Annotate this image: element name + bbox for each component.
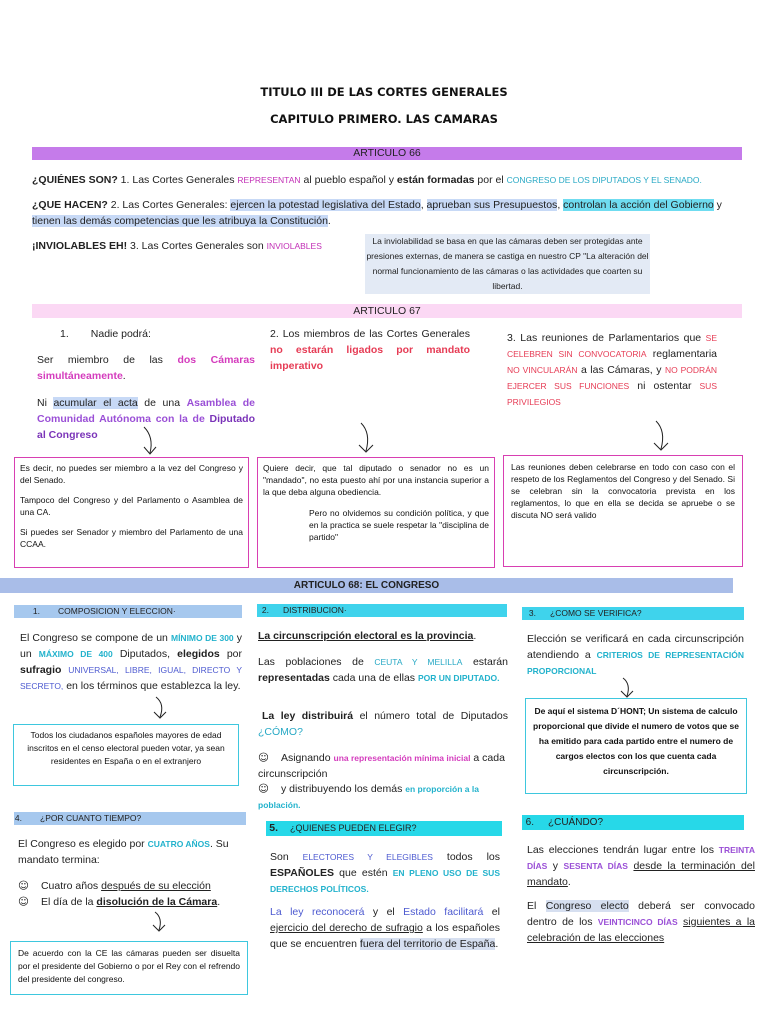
art68-s1-e: por bbox=[219, 648, 242, 660]
art68-s5-k1: ELECTORES Y ELEGIBLES bbox=[302, 852, 433, 862]
art68-s2-p2k2: POR UN DIPUTADO. bbox=[417, 673, 500, 683]
art68-s5-k2: EN PLENO USO DE SUS DERECHOS POLÍTICOS. bbox=[270, 868, 500, 894]
art68-s5-e3: Estado facilitará bbox=[403, 906, 484, 918]
art66-p3-a: 3. Las Cortes Generales son bbox=[127, 240, 267, 252]
art68-s2-p3k: ¿CÓMO? bbox=[258, 726, 303, 738]
art67-box2-p2: Pero no olvidemos su condición política, y que en la practica se suele respetar la "disciplina de partido" bbox=[309, 508, 489, 542]
art67-box1-p2: Tampoco del Congreso y del Parlamento o Asamblea de una CA. bbox=[20, 495, 243, 517]
art67-c3-k4: SUS PRIVILEGIOS bbox=[507, 381, 717, 407]
art68-s6-u1: desde la terminación del mandato bbox=[527, 860, 755, 888]
art68-s6-e: El bbox=[527, 900, 546, 912]
art68-s2-title: DISTRIBUCION· bbox=[283, 605, 347, 615]
art68-s2-p1 bbox=[258, 628, 508, 644]
art68-s1-k1: MÍNIMO DE 300 bbox=[170, 633, 234, 643]
art68-s1-num: 1. bbox=[32, 606, 40, 616]
art66-p3 bbox=[32, 238, 362, 254]
arrow-down-icon bbox=[150, 910, 170, 934]
art66-p3-k: INVIOLABLES bbox=[266, 241, 322, 251]
art67-c1-l1k: dos Cámaras simultáneamente bbox=[37, 354, 256, 382]
art66-p1-b: al pueblo español y bbox=[300, 174, 397, 186]
art68-s4-b: . Su mandato termina: bbox=[18, 838, 229, 866]
art68-s2-p2c: representadas bbox=[258, 672, 330, 684]
smiley-icon: ☺ bbox=[258, 783, 269, 795]
art68-s1-header bbox=[14, 605, 242, 618]
art67-c1-l2d: Diputado al Congreso bbox=[37, 413, 255, 441]
art68-s5-e5: ejercicio del derecho de sufragio bbox=[270, 922, 423, 934]
art68-s6-k3: VEINTICINCO DÍAS bbox=[597, 917, 678, 927]
art68-s1-h: en los términos que establezca la ley. bbox=[63, 680, 241, 692]
art68-s2-p1e: . bbox=[473, 630, 477, 642]
art66-p2-h2: aprueban sus Presupuestos bbox=[426, 199, 558, 211]
art67-c1-l1a: Ser miembro de las bbox=[37, 354, 178, 366]
art68-s2-bullet2 bbox=[258, 781, 510, 813]
smiley-icon: ☺ bbox=[18, 896, 29, 908]
art66-p2-a: 2. Las Cortes Generales: bbox=[107, 199, 231, 211]
art68-s5-a: Son bbox=[270, 851, 303, 863]
art68-s3-text bbox=[527, 631, 744, 679]
art66-q1: ¿QUIÉNES SON? bbox=[32, 174, 118, 186]
art68-s3-header bbox=[522, 607, 744, 620]
art68-s2-p3b: el número total de Diputados bbox=[353, 710, 509, 722]
smiley-icon: ☺ bbox=[18, 880, 29, 892]
art67-c3-k3: NO PODRÁN EJERCER SUS FUNCIONES bbox=[507, 365, 717, 391]
art68-s2-p2a: Las poblaciones de bbox=[258, 656, 375, 668]
art67-c1-head-text: Nadie podrá: bbox=[90, 328, 151, 340]
art68-s3-num: 3. bbox=[528, 608, 536, 618]
art68-s4-b2u: disolución de la Cámara bbox=[96, 896, 218, 908]
art68-s6-text bbox=[527, 842, 755, 890]
art68-s1-text bbox=[20, 630, 242, 694]
art68-s6-text2 bbox=[527, 898, 755, 946]
art68-s5-c: ESPAÑOLES bbox=[270, 867, 334, 879]
art67-c3-k2: NO VINCULARÁN bbox=[507, 365, 578, 375]
art68-s5-e6: a los españoles que se encuentren bbox=[270, 922, 500, 950]
art66-p2-b: , bbox=[420, 199, 427, 211]
art66-p1-k1: REPRESENTAN bbox=[237, 175, 301, 185]
art68-s4-text bbox=[18, 836, 248, 868]
art66-p1-a: 1. Las Cortes Generales bbox=[117, 174, 238, 186]
art68-s5-num: 5. bbox=[269, 822, 278, 834]
art68-s4-b1u: después de su elección bbox=[101, 880, 211, 892]
art67-box1-p3: Si puedes ser Senador y miembro del Parlamento de una CCAA. bbox=[20, 527, 243, 549]
art68-s4-num: 4. bbox=[14, 813, 22, 823]
art68-s4-bullet2 bbox=[18, 894, 258, 910]
art66-p1-c: por el bbox=[474, 174, 507, 186]
art66-header: ARTICULO 66 bbox=[32, 147, 742, 160]
art67-c1-l2h: acumular el acta bbox=[53, 397, 138, 409]
art68-s6-f: deberá ser convocado dentro de los bbox=[527, 900, 755, 928]
art68-s6-b: y bbox=[547, 860, 564, 872]
art68-s2-b1k: una representación mínima inicial bbox=[333, 753, 471, 763]
art66-q2: ¿QUE HACEN? bbox=[32, 199, 108, 211]
art68-s5-d: que estén bbox=[333, 867, 393, 879]
art68-s3-k: CRITERIOS DE REPRESENTACIÓN PROPORCIONAL bbox=[527, 650, 744, 676]
smiley-icon: ☺ bbox=[258, 752, 269, 764]
main-title: TITULO III DE LAS CORTES GENERALES bbox=[260, 85, 508, 99]
art67-c1-num: 1. bbox=[60, 328, 69, 340]
art68-s1-f: sufragio bbox=[20, 664, 62, 676]
art68-s1-d: elegidos bbox=[177, 648, 220, 660]
art68-s6-title: ¿CUÁNDO? bbox=[548, 817, 604, 828]
art67-box2 bbox=[257, 457, 495, 568]
art67-header: ARTICULO 67 bbox=[32, 304, 742, 318]
art68-s4-bullet1 bbox=[18, 878, 258, 894]
arrow-down-icon bbox=[618, 676, 638, 700]
art68-s4-title: ¿POR CUANTO TIEMPO? bbox=[40, 813, 142, 823]
art68-s6-num: 6. bbox=[525, 817, 534, 828]
art68-s5-e2: y el bbox=[364, 906, 404, 918]
art67-c3-d: ni ostentar bbox=[629, 380, 700, 392]
art68-s4-b2a: El día de la bbox=[40, 896, 97, 908]
art68-s6-header bbox=[522, 815, 744, 830]
art67-c3 bbox=[507, 330, 717, 410]
art68-s2-b1b: a cada circunscripción bbox=[258, 752, 505, 780]
art68-s2-p1-text: La circunscripción electoral es la provincia bbox=[258, 630, 474, 642]
art67-c1-l1 bbox=[37, 352, 255, 384]
art67-c3-k1: SE CELEBREN SIN CONVOCATORIA bbox=[507, 333, 717, 359]
art66-p2-e: . bbox=[327, 215, 331, 227]
art68-s5-e8: . bbox=[495, 938, 499, 950]
art67-c3-c: a las Cámaras, y bbox=[577, 364, 665, 376]
art66-inviolability-note: La inviolabilidad se basa en que las cámaras deben ser protegidas ante presiones externas, de manera se castiga en nuestro CP "La alteración del normal funcionamiento de las cámaras o las actividades que coarten su libertad. bbox=[365, 234, 650, 294]
art68-s2-p2b: estarán bbox=[462, 656, 508, 668]
art67-c1-l1b: . bbox=[122, 370, 126, 382]
art68-s3-a: Elección se verificará en cada circunscripción atendiendo a bbox=[527, 633, 744, 661]
art67-box1-p1: Es decir, no puedes ser miembro a la vez del Congreso y del Senado. bbox=[20, 463, 243, 485]
art66-p1-k3: CONGRESO DE LOS DIPUTADOS Y EL SENADO. bbox=[506, 175, 702, 185]
art68-s4-box: De acuerdo con la CE las cámaras pueden ser disuelta por el presidente del Gobierno o por el Rey con el refrendo del presidente del congreso. bbox=[10, 941, 248, 995]
art68-s1-a: El Congreso se compone de un bbox=[20, 632, 171, 644]
art68-s1-k2: MÁXIMO DE 400 bbox=[38, 649, 113, 659]
art68-s2-p2d: cada una de ellas bbox=[329, 672, 418, 684]
chapter-title: CAPITULO PRIMERO. LAS CAMARAS bbox=[270, 112, 498, 126]
art68-s4-b1a: Cuatro años bbox=[40, 880, 102, 892]
art67-c2 bbox=[270, 326, 470, 374]
art68-s5-header bbox=[266, 821, 502, 836]
art66-p2-h3: controlan la acción del Gobierno bbox=[563, 199, 714, 211]
art68-s3-box: De aquí el sistema D´HONT; Un sistema de calculo proporcional que divide el numero de votos que se ha emitido para cada partido entre el numero de cargos electos con los que cuenta cada circunscripción. bbox=[525, 698, 747, 794]
art68-s2-p2k: CEUTA Y MELILLA bbox=[374, 657, 463, 667]
art68-s5-e4: el bbox=[483, 906, 500, 918]
art67-c3-b: reglamentaria bbox=[646, 348, 717, 360]
art68-s6-k2: SESENTA DÍAS bbox=[563, 861, 628, 871]
arrow-down-icon bbox=[150, 695, 172, 721]
art66-p2-h1: ejercen la potestad legislativa del Estado bbox=[230, 199, 421, 211]
art68-s2-bullet1 bbox=[258, 750, 510, 782]
art68-s5-text2 bbox=[270, 904, 500, 952]
art67-c1-l2k: Asamblea de Comunidad Autónoma bbox=[37, 397, 255, 425]
art68-s1-k3: UNIVERSAL, LIBRE, IGUAL, DIRECTO Y SECRETO, bbox=[20, 665, 243, 691]
art68-s6-h: Congreso electo bbox=[545, 900, 629, 912]
art68-s2-b1a: Asignando bbox=[280, 752, 334, 764]
art68-s1-c: Diputados, bbox=[112, 648, 178, 660]
art68-s4-k: CUATRO AÑOS bbox=[147, 839, 210, 849]
art68-s4-b2e: . bbox=[217, 896, 221, 908]
art67-c2-a: 2. Los miembros de las Cortes Generales bbox=[270, 328, 470, 340]
art67-box1 bbox=[14, 457, 249, 568]
art68-s5-title: ¿QUIENES PUEDEN ELEGIR? bbox=[290, 823, 417, 833]
art67-c1-l2c: con la de bbox=[150, 413, 210, 425]
art68-s2-b2k: en proporción a la población. bbox=[258, 784, 479, 810]
art66-p2-h4: tienen las demás competencias que les atribuya la Constitución bbox=[32, 215, 328, 227]
art68-s3-title: ¿COMO SE VERIFICA? bbox=[550, 608, 642, 618]
art68-s1-b: y un bbox=[20, 632, 242, 660]
art67-c2-k: no estarán ligados por mandato imperativo bbox=[270, 344, 470, 372]
art68-s5-text bbox=[270, 849, 500, 897]
art67-c1-head bbox=[60, 326, 151, 342]
art68-s4-a: El Congreso es elegido por bbox=[18, 838, 148, 850]
art67-box3 bbox=[503, 455, 743, 567]
art68-s5-e1: La ley reconocerá bbox=[270, 906, 365, 918]
art66-p2 bbox=[32, 197, 744, 229]
art66-p1 bbox=[32, 172, 744, 188]
art67-box2-p1: Quiere decir, que tal diputado o senador no es un "mandado", no esta puesto ahí por una instancia superior a la que deba alguna obediencia. bbox=[263, 463, 489, 497]
art68-s2-p2 bbox=[258, 654, 508, 686]
art68-s5-e7: fuera del territorio de España bbox=[359, 938, 496, 950]
art68-s6-d: . bbox=[567, 876, 571, 888]
arrow-down-icon bbox=[650, 419, 672, 453]
art68-s6-u2: siguientes a la celebración de las elecciones bbox=[527, 916, 755, 944]
art68-s1-box: Todos los ciudadanos españoles mayores de edad inscritos en el censo electoral pueden votar, ya sean residentes en España o en el extranjero bbox=[13, 724, 239, 786]
art66-q3: ¡INVIOLABLES EH! bbox=[32, 240, 128, 252]
art68-s5-b: todos los bbox=[432, 851, 500, 863]
art68-s2-p3a: La ley distribuirá bbox=[262, 710, 354, 722]
art68-s2-header bbox=[257, 604, 507, 617]
art66-p2-d: y bbox=[713, 199, 722, 211]
arrow-down-icon bbox=[140, 425, 162, 457]
art67-c1-l2a: Ni bbox=[37, 397, 54, 409]
art68-s1-title: COMPOSICION Y ELECCION· bbox=[58, 606, 176, 616]
arrow-down-icon bbox=[355, 421, 377, 455]
art68-s2-b2a: y distribuyendo los demás bbox=[280, 783, 406, 795]
art68-s6-k1: TREINTA DÍAS bbox=[527, 845, 755, 871]
art67-c3-a: 3. Las reuniones de Parlamentarios que bbox=[507, 332, 706, 344]
art68-s6-a: Las elecciones tendrán lugar entre los bbox=[527, 844, 719, 856]
art67-box3-p1: Las reuniones deben celebrarse en todo con caso con el respeto de los Reglamentos del Congreso y del Senado. Si se celebran sin la convocatoria prevista en los reglamentos, lo que en ella se decida se apruebe o se discuta NO será valido bbox=[511, 462, 735, 520]
art66-p2-c: , bbox=[557, 199, 564, 211]
art68-header: ARTICULO 68: EL CONGRESO bbox=[0, 578, 733, 593]
art68-s2-num: 2. bbox=[261, 605, 269, 615]
art68-s4-header bbox=[14, 812, 246, 825]
art68-s2-p3 bbox=[258, 708, 508, 740]
art67-c1-l2b: de una bbox=[137, 397, 187, 409]
art66-p1-k2: están formadas bbox=[396, 174, 475, 186]
